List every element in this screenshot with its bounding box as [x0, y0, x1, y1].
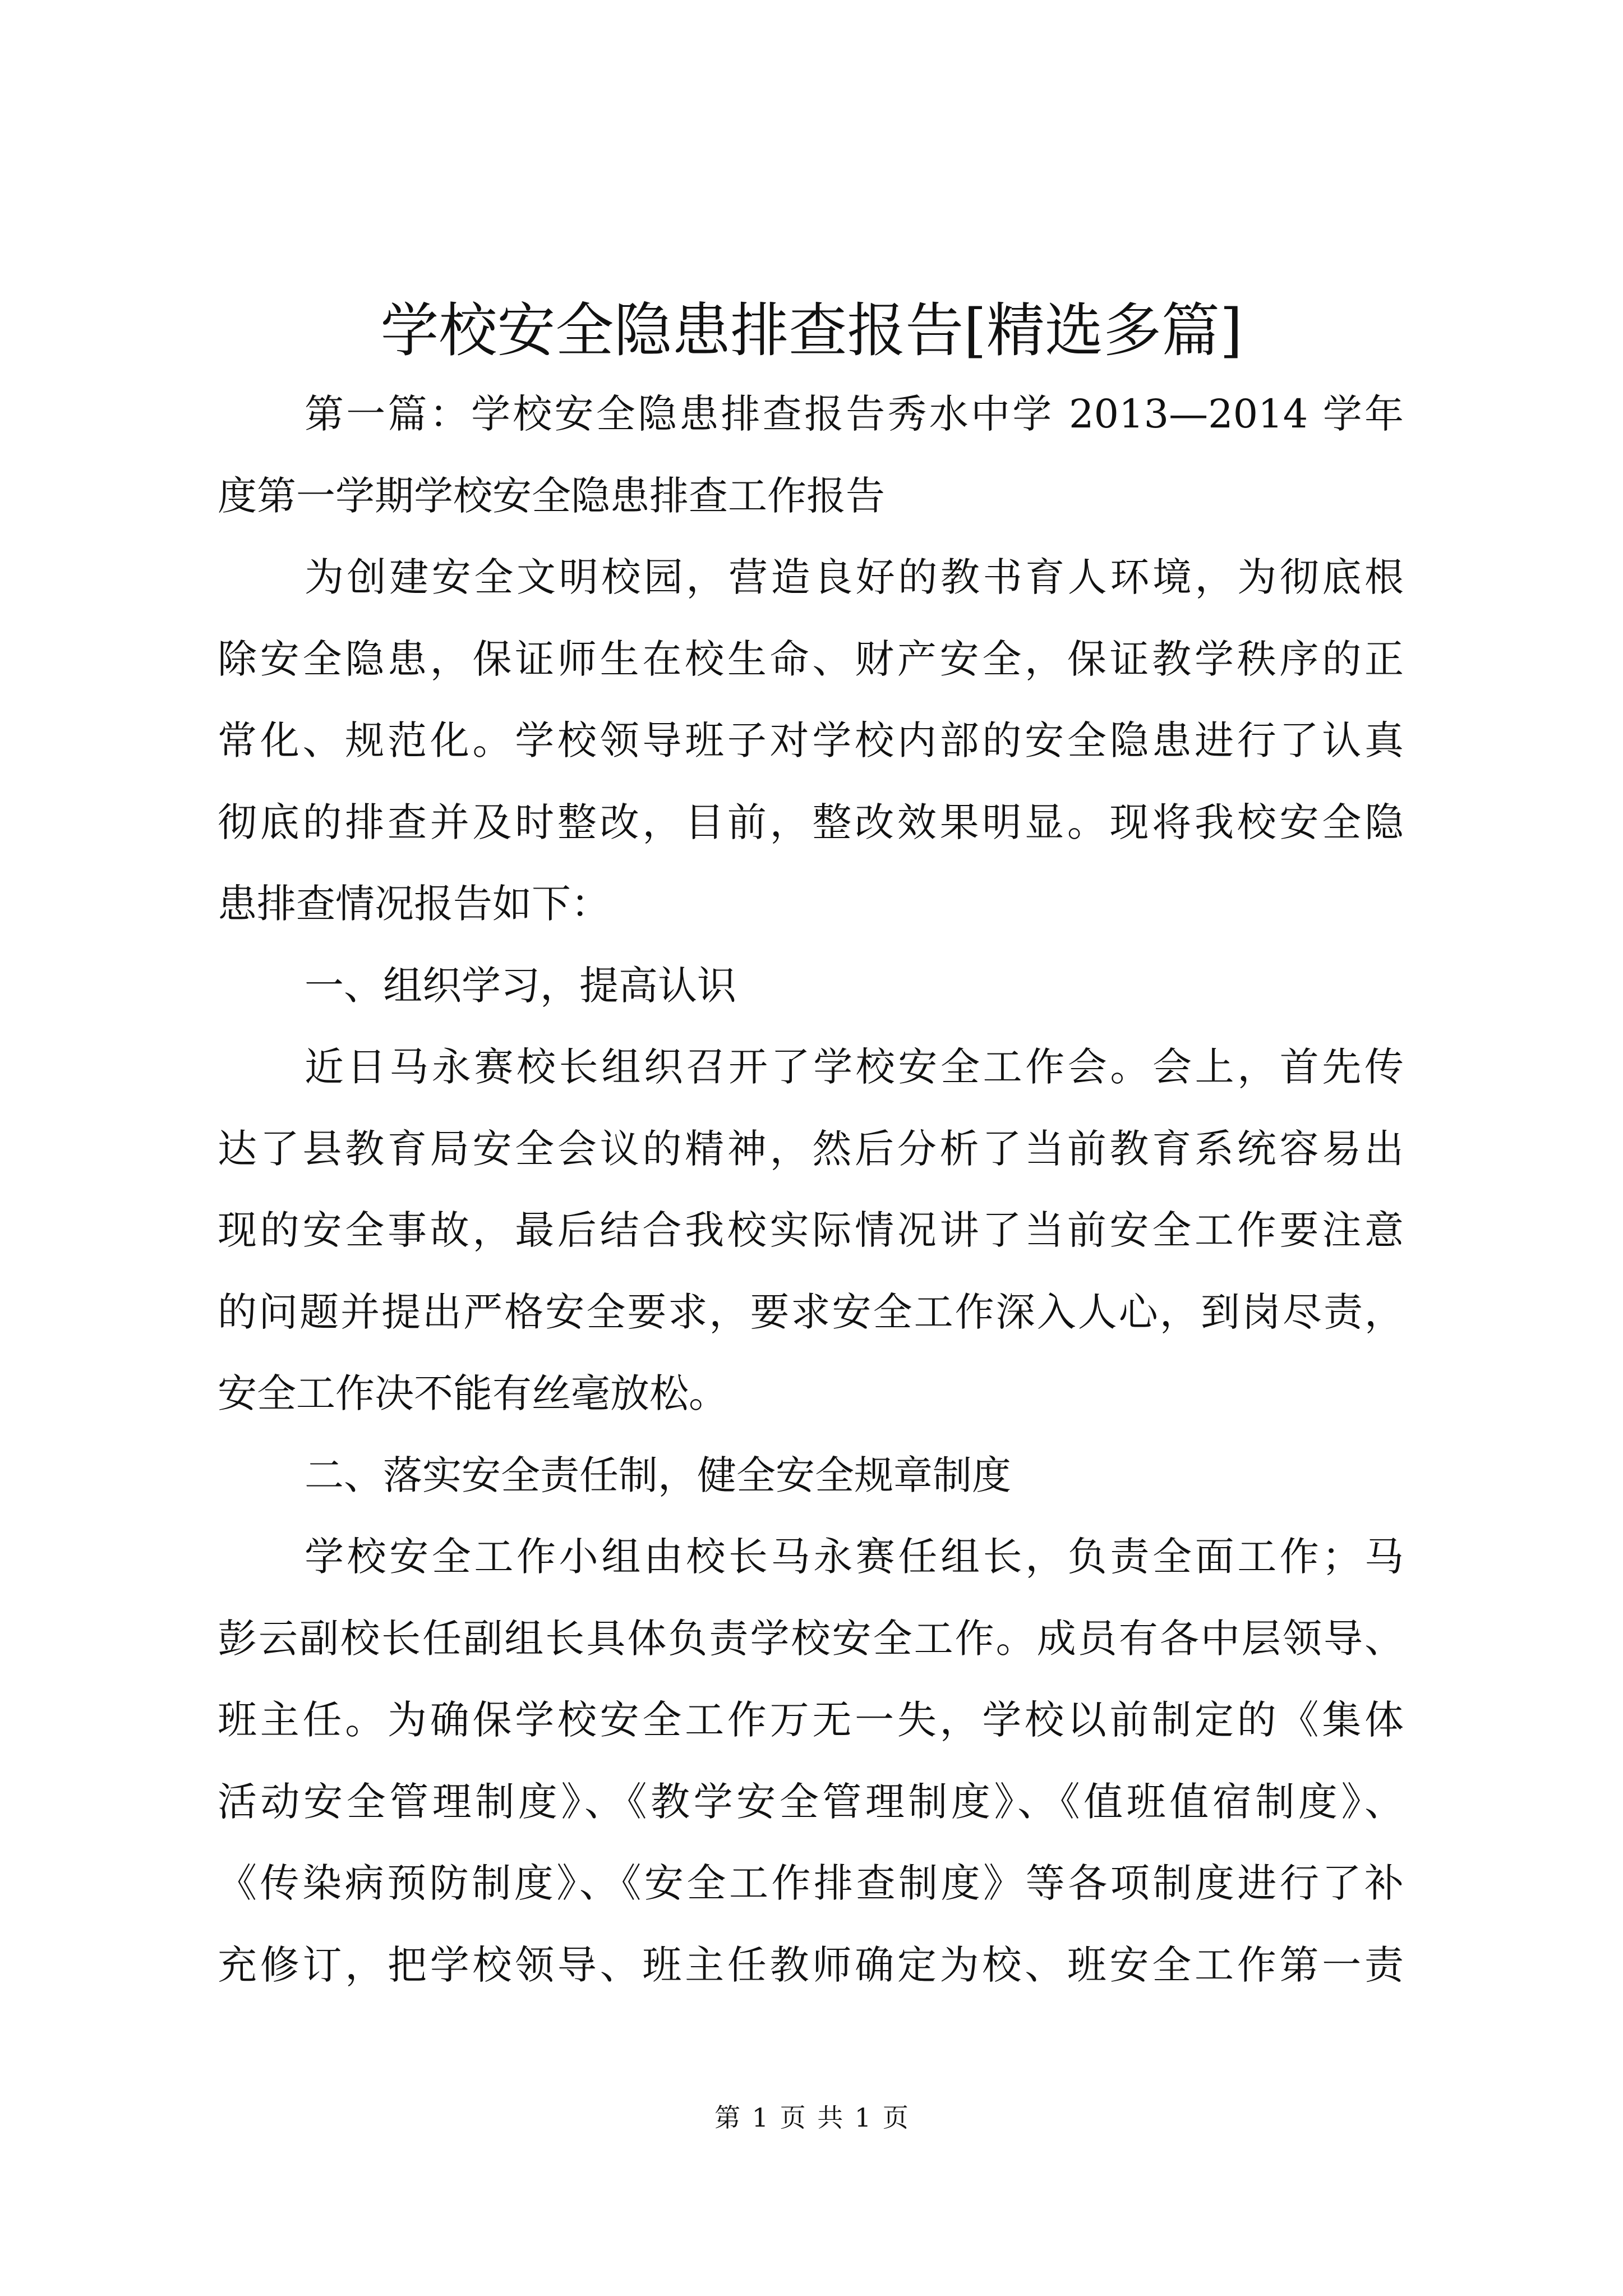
text-line: 充修订，把学校领导、班主任教师确定为校、班安全工作第一责: [218, 1941, 1404, 1988]
body-paragraph: [218, 1516, 1404, 2006]
text-line: 班主任。为确保学校安全工作万无一失，学校以前制定的《集体: [218, 1697, 1404, 1743]
text-line: 学校安全工作小组由校长马永赛任组长，负责全面工作；马: [305, 1534, 1404, 1580]
text-line: 安全工作决不能有丝毫放松。: [218, 1370, 728, 1416]
text-line: 近日马永赛校长组织召开了学校安全工作会。会上，首先传: [305, 1044, 1404, 1090]
text-line: 的问题并提出严格安全要求，要求安全工作深入人心，到岗尽责，: [218, 1289, 1404, 1335]
text-line: 《传染病预防制度》、《安全工作排查制度》等各项制度进行了补: [218, 1860, 1404, 1906]
page-footer: 第 1 页 共 1 页: [714, 2102, 909, 2133]
text-line: 活动安全管理制度》、《教学安全管理制度》、《值班值宿制度》、: [218, 1778, 1404, 1825]
text-line: 第一篇：学校安全隐患排查报告秀水中学 2013—2014 学年: [305, 391, 1404, 437]
text-line: 为创建安全文明校园，营造良好的教书育人环境，为彻底根: [305, 554, 1404, 600]
text-line: 度第一学期学校安全隐患排查工作报告: [218, 472, 885, 519]
body-paragraph: [218, 537, 1404, 945]
document-body: [218, 374, 1404, 2006]
text-line: 除安全隐患，保证师生在校生命、财产安全，保证教学秩序的正: [218, 636, 1404, 682]
section-heading: [218, 1435, 1404, 1517]
chapter-heading: [218, 374, 1404, 537]
body-paragraph: [218, 1027, 1404, 1435]
text-line: 一、组织学习，提高认识: [305, 962, 736, 1009]
text-line: 二、落实安全责任制，健全安全规章制度: [305, 1452, 1011, 1498]
text-line: 常化、规范化。学校领导班子对学校内部的安全隐患进行了认真: [218, 717, 1404, 763]
text-line: 患排查情况报告如下：: [218, 881, 610, 927]
text-line: 彭云副校长任副组长具体负责学校安全工作。成员有各中层领导、: [218, 1615, 1404, 1662]
text-line: 达了县教育局安全会议的精神，然后分析了当前教育系统容易出: [218, 1125, 1404, 1172]
text-line: 彻底的排查并及时整改，目前，整改效果明显。现将我校安全隐: [218, 799, 1404, 845]
text-line: 现的安全事故，最后结合我校实际情况讲了当前安全工作要注意: [218, 1207, 1404, 1253]
document-title: 学校安全隐患排查报告[精选多篇]: [380, 296, 1243, 365]
section-heading: [218, 945, 1404, 1027]
